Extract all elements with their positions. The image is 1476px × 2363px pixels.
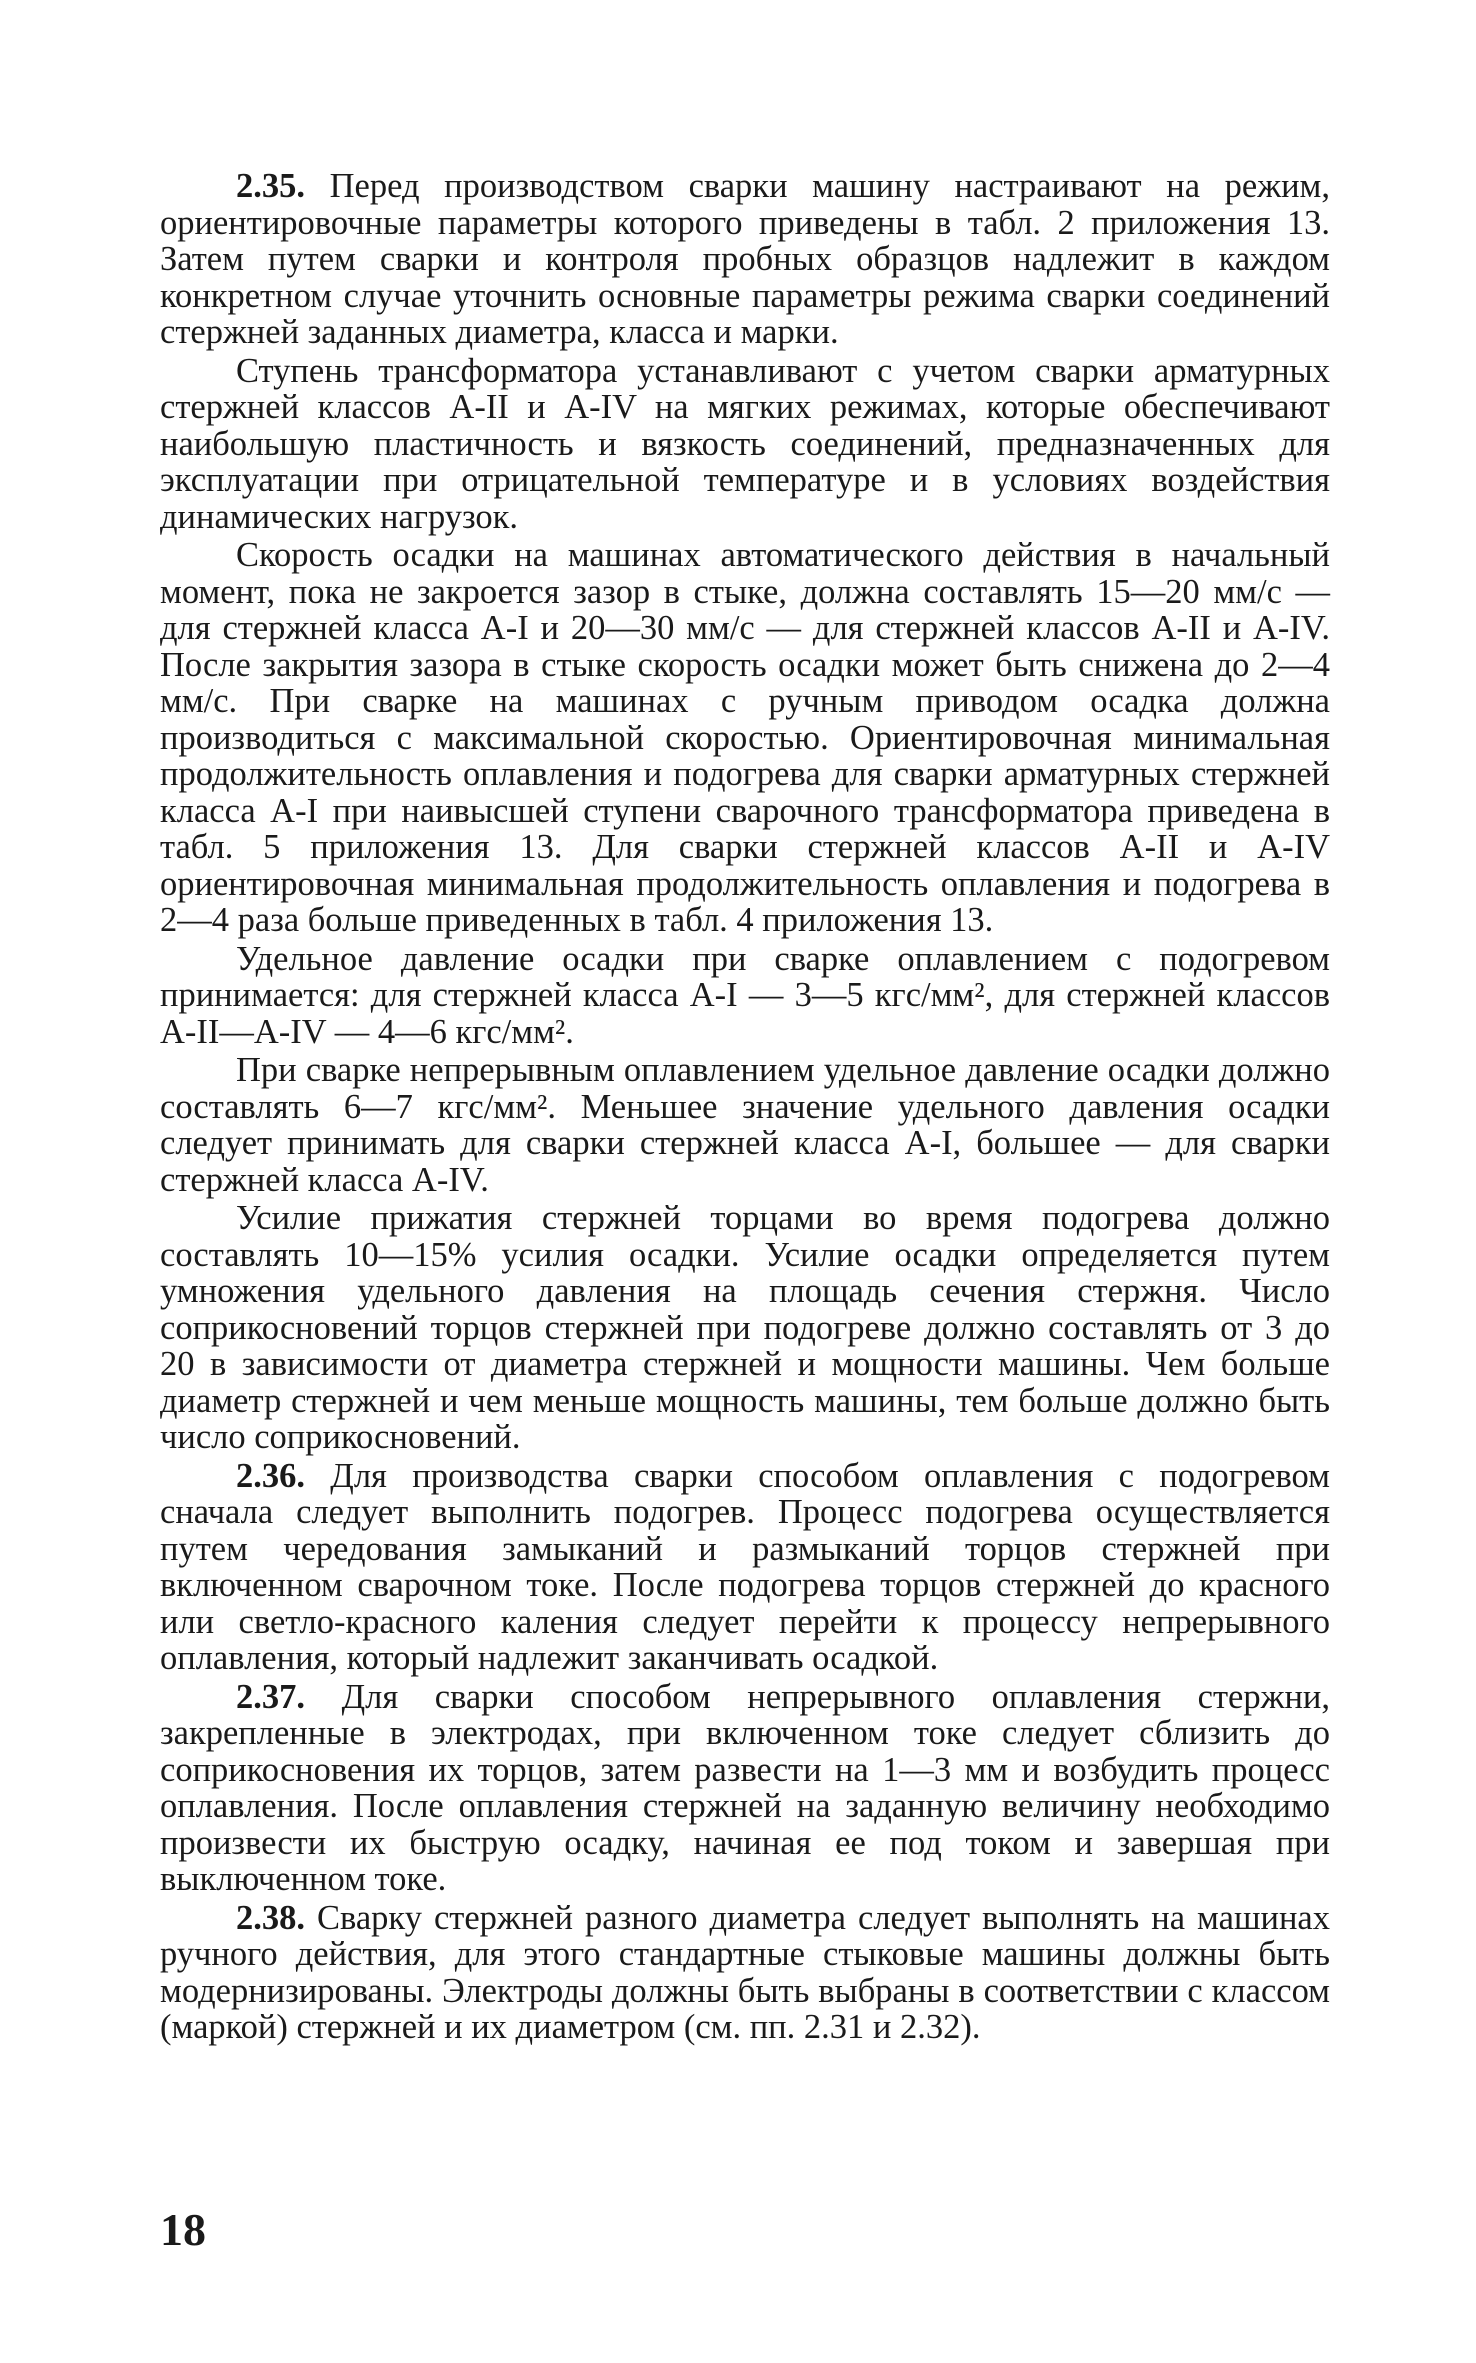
- paragraph-transformer-step: [160, 353, 1330, 536]
- page-body: [160, 168, 1330, 2048]
- section-number: 2.37.: [236, 1677, 305, 1716]
- paragraph-2-36: [160, 1458, 1330, 1677]
- paragraph-text: Удельное давление осадки при сварке оплавлением с подогревом принимается: для стержней класса А-I — 3—5 кгс/мм², для стержней классов А-II—А-IV — 4—6 кгс/мм².: [160, 939, 1330, 1051]
- paragraph-2-38: [160, 1900, 1330, 2046]
- paragraph-2-35: [160, 168, 1330, 351]
- paragraph-text: Перед производством сварки машину настраивают на режим, ориентировочные параметры которого приведены в табл. 2 приложения 13. Затем путем сварки и контроля пробных образцов надлежит в каждом конкретном случае уточнить основные параметры режима сварки соединений стержней заданных диаметра, класса и марки.: [160, 167, 1330, 351]
- paragraph-text: Сварку стержней разного диаметра следует выполнять на машинах ручного действия, для этого стандартные стыковые машины должны быть модернизированы. Электроды должны быть выбраны в соответствии с классом (маркой) стержней и их диаметром (см. пп. 2.31 и 2.32).: [160, 1898, 1330, 2046]
- paragraph-upset-pressure: [160, 941, 1330, 1051]
- paragraph-text: При сварке непрерывным оплавлением удельное давление осадки должно составлять 6—7 кгс/мм². Меньшее значение удельного давления осадки следует принимать для сварки стержней класса А-I, большее — для сварки стержней класса А-IV.: [160, 1051, 1330, 1199]
- section-number: 2.38.: [236, 1898, 305, 1937]
- paragraph-text: Ступень трансформатора устанавливают с учетом сварки арматурных стержней классов А-II и А-IV на мягких режимах, которые обеспечивают наибольшую пластичность и вязкость соединений, предназначенных для эксплуатации при отрицательной температуре и в условиях воздействия динамических нагрузок.: [160, 351, 1330, 536]
- paragraph-text: Скорость осадки на машинах автоматического действия в начальный момент, пока не закроется зазор в стыке, должна составлять 15—20 мм/с — для стержней класса А-I и 20—30 мм/с — для стержней классов А-II и А-IV. После закрытия зазора в стыке скорость осадки может быть снижена до 2—4 мм/с. При сварке на машинах с ручным приводом осадка должна производиться с максимальной скоростью. Ориентировочная минимальная продолжительность оплавления и подогрева для сварки арматурных стержней класса А-I при наивысшей ступени сварочного трансформатора приведена в табл. 5 приложения 13. Для сварки стержней классов А-II и А-IV ориентировочная минимальная продолжительность оплавления и подогрева в 2—4 раза больше приведенных в табл. 4 приложения 13.: [160, 536, 1330, 939]
- paragraph-continuous-flash-pressure: [160, 1052, 1330, 1198]
- paragraph-2-37: [160, 1679, 1330, 1898]
- section-number: 2.36.: [236, 1456, 305, 1495]
- paragraph-text: Для производства сварки способом оплавления с подогревом сначала следует выполнить подогрев. Процесс подогрева осуществляется путем чередования замыканий и размыканий торцов стержней при включенном сварочном токе. После подогрева торцов стержней до красного или светло-красного каления следует перейти к процессу непрерывного оплавления, который надлежит заканчивать осадкой.: [160, 1456, 1330, 1677]
- paragraph-text: Для сварки способом непрерывного оплавления стержни, закрепленные в электродах, при включенном токе следует сблизить до соприкосновения их торцов, затем развести на 1—3 мм и возбудить процесс оплавления. После оплавления стержней на заданную величину необходимо произвести их быструю осадку, начиная ее под током и завершая при выключенном токе.: [160, 1677, 1330, 1898]
- paragraph-upset-speed: [160, 537, 1330, 939]
- section-number: 2.35.: [236, 167, 305, 205]
- paragraph-clamping-force: [160, 1200, 1330, 1456]
- paragraph-text: Усилие прижатия стержней торцами во время подогрева должно составлять 10—15% усилия осадки. Усилие осадки определяется путем умножения удельного давления на площадь сечения стержня. Число соприкосновений торцов стержней при подогреве должно составлять от 3 до 20 в зависимости от диаметра стержней и мощности машины. Чем больше диаметр стержней и чем меньше мощность машины, тем больше должно быть число соприкосновений.: [160, 1199, 1330, 1456]
- page-number: 18: [160, 2204, 206, 2255]
